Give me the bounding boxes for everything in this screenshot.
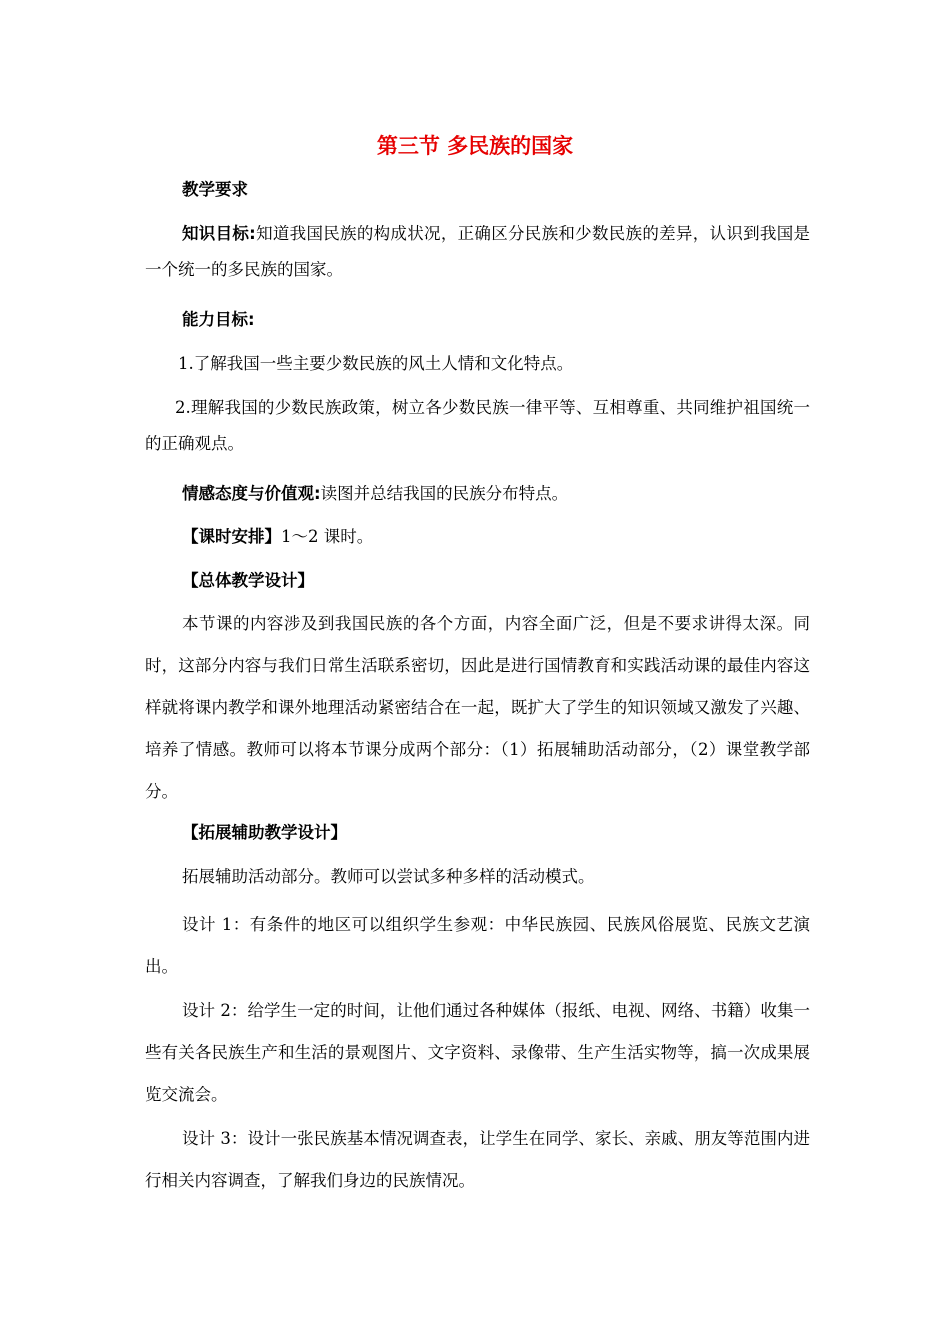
knowledge-goal-label: 知识目标: <box>182 224 256 243</box>
schedule-label: 【课时安排】 <box>182 527 281 546</box>
ability-goal-label: 能力目标: <box>182 310 255 329</box>
overall-design-text: 本节课的内容涉及到我国民族的各个方面，内容全面广泛，但是不要求讲得太深。同时，这部分内容与我们日常生活联系密切，因此是进行国情教育和实践活动课的最佳内容这样就将课内教学和课外地理活动紧密结合在一起，既扩大了学生的知识领域又激发了兴趣、培养了情感。教师可以将本节课分成两个部分：（1）拓展辅助活动部分，（2）课堂教学部分。 <box>145 614 810 801</box>
requirements-heading: 教学要求 <box>182 180 248 199</box>
overall-design-heading: 【总体教学设计】 <box>182 571 314 590</box>
knowledge-goal-text: 知道我国民族的构成状况，正确区分民族和少数民族的差异，认识到我国是一个统一的多民族的国家。 <box>145 224 810 279</box>
design-3: 设计 3：设计一张民族基本情况调查表，让学生在同学、家长、亲戚、朋友等范围内进行相关内容调查，了解我们身边的民族情况。 <box>145 1129 810 1190</box>
emotion-goal-text: 读图并总结我国的民族分布特点。 <box>320 484 569 503</box>
design-2: 设计 2：给学生一定的时间，让他们通过各种媒体（报纸、电视、网络、书籍）收集一些有关各民族生产和生活的景观图片、文字资料、录像带、生产生活实物等，搞一次成果展览交流会。 <box>145 1001 810 1104</box>
design-1: 设计 1：有条件的地区可以组织学生参观：中华民族园、民族风俗展览、民族文艺演出。 <box>145 915 810 976</box>
schedule-text: 1～2 课时。 <box>281 527 374 546</box>
emotion-goal <box>145 476 810 512</box>
page-title: 第三节 多民族的国家 <box>376 134 574 158</box>
extension-design-heading: 【拓展辅助教学设计】 <box>182 823 347 842</box>
ability-item-1: 1.了解我国一些主要少数民族的风土人情和文化特点。 <box>178 354 574 373</box>
extension-intro: 拓展辅助活动部分。教师可以尝试多种多样的活动模式。 <box>182 867 595 886</box>
ability-item-2: 2.理解我国的少数民族政策，树立各少数民族一律平等、互相尊重、共同维护祖国统一的正确观点。 <box>145 398 810 453</box>
emotion-goal-label: 情感态度与价值观: <box>182 484 321 503</box>
knowledge-goal <box>145 216 810 288</box>
schedule <box>145 519 810 555</box>
